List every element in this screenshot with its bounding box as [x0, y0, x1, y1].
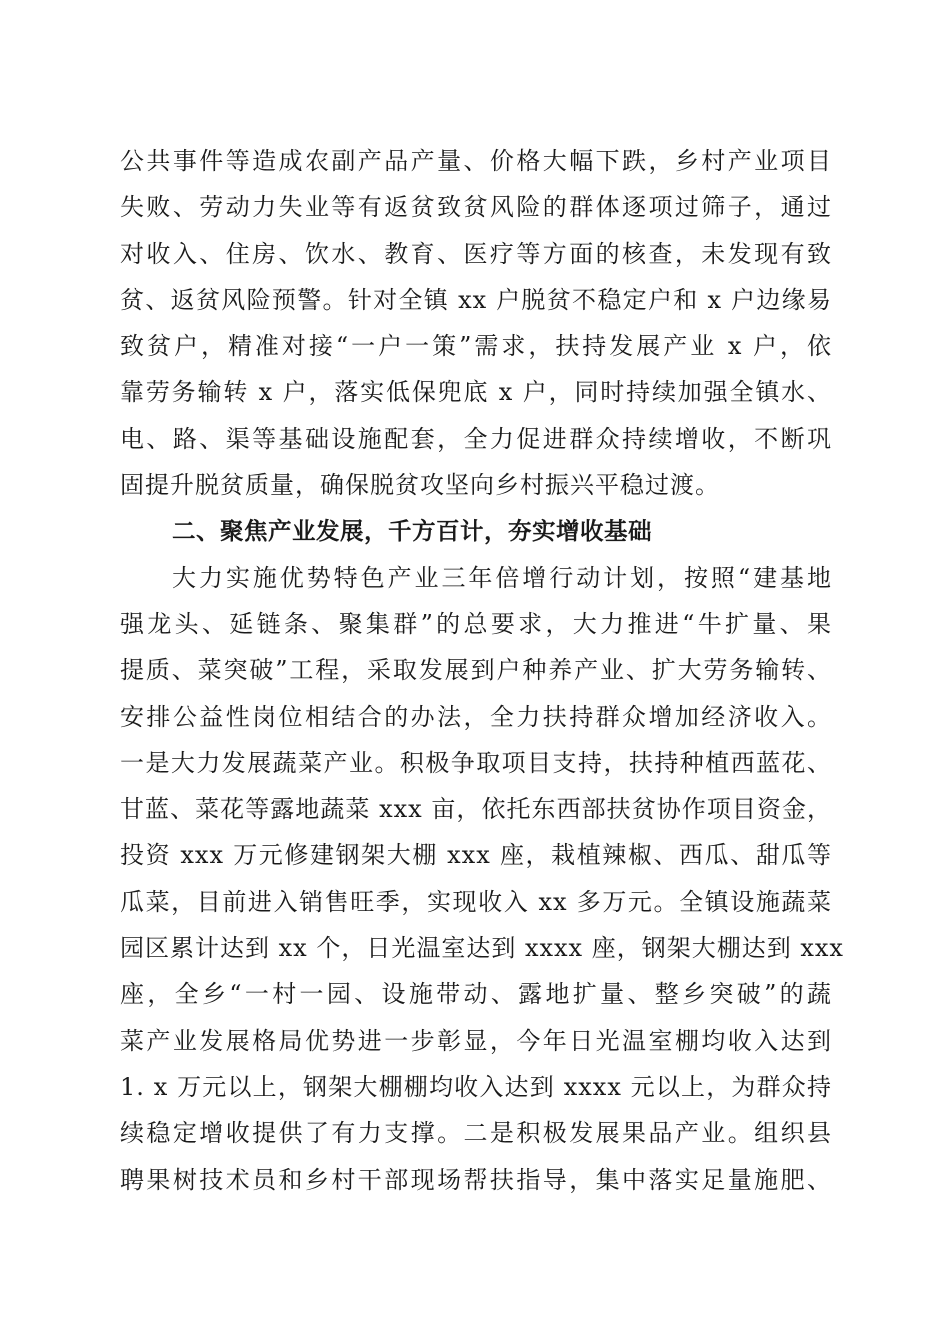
text-line: 座，全乡“一村一园、设施带动、露地扩量、整乡突破”的蔬 — [120, 980, 832, 1009]
text-line: 失败、劳动力失业等有返贫致贫风险的群体逐项过筛子，通过 — [120, 193, 832, 222]
document-body — [120, 138, 844, 1203]
text-line: 甘蓝、菜花等露地蔬菜 xxx 亩，依托东西部扶贫协作项目资金， — [120, 795, 832, 824]
text-line: 菜产业发展格局优势进一步彰显，今年日光温室棚均收入达到 — [120, 1026, 832, 1055]
text-line: 公共事件等造成农副产品产量、价格大幅下跌，乡村产业项目 — [120, 147, 832, 175]
text-line: 聘果树技术员和乡村干部现场帮扶指导，集中落实足量施肥、 — [120, 1165, 832, 1194]
text-line: 园区累计达到 xx 个，日光温室达到 xxxx 座，钢架大棚达到 xxx — [120, 934, 844, 963]
text-line: 瓜菜，目前进入销售旺季，实现收入 xx 多万元。全镇设施蔬菜 — [120, 887, 832, 916]
text-line: 一是大力发展蔬菜产业。积极争取项目支持，扶持种植西蓝花、 — [120, 748, 832, 777]
section-heading: 二、聚焦产业发展，千方百计，夯实增收基础 — [172, 517, 652, 546]
text-line: 大力实施优势特色产业三年倍增行动计划，按照“建基地 — [172, 563, 832, 592]
text-line: 贫、返贫风险预警。针对全镇 xx 户脱贫不稳定户和 x 户边缘易 — [120, 285, 832, 314]
text-line: 提质、菜突破”工程，采取发展到户种养产业、扩大劳务输转、 — [120, 656, 832, 685]
text-line: 电、路、渠等基础设施配套，全力促进群众持续增收，不断巩 — [120, 424, 832, 453]
paragraph-poverty-monitoring — [120, 138, 832, 508]
text-line: 靠劳务输转 x 户，落实低保兜底 x 户，同时持续加强全镇水、 — [120, 378, 832, 407]
text-line: 投资 xxx 万元修建钢架大棚 xxx 座，栽植辣椒、西瓜、甜瓜等 — [120, 841, 832, 870]
text-line: 续稳定增收提供了有力支撑。二是积极发展果品产业。组织县 — [120, 1119, 832, 1148]
text-line: 对收入、住房、饮水、教育、医疗等方面的核查，未发现有致 — [120, 239, 832, 268]
text-line: 安排公益性岗位相结合的办法，全力扶持群众增加经济收入。 — [120, 702, 832, 731]
text-line: 致贫户，精准对接“一户一策”需求，扶持发展产业 x 户，依 — [120, 332, 832, 361]
paragraph-industry-development — [120, 555, 844, 1203]
text-line: 固提升脱贫质量，确保脱贫攻坚向乡村振兴平稳过渡。 — [120, 471, 720, 500]
text-line: 1. x 万元以上，钢架大棚棚均收入达到 xxxx 元以上，为群众持 — [120, 1072, 832, 1101]
text-line: 强龙头、延链条、聚集群”的总要求，大力推进“牛扩量、果 — [120, 609, 832, 638]
